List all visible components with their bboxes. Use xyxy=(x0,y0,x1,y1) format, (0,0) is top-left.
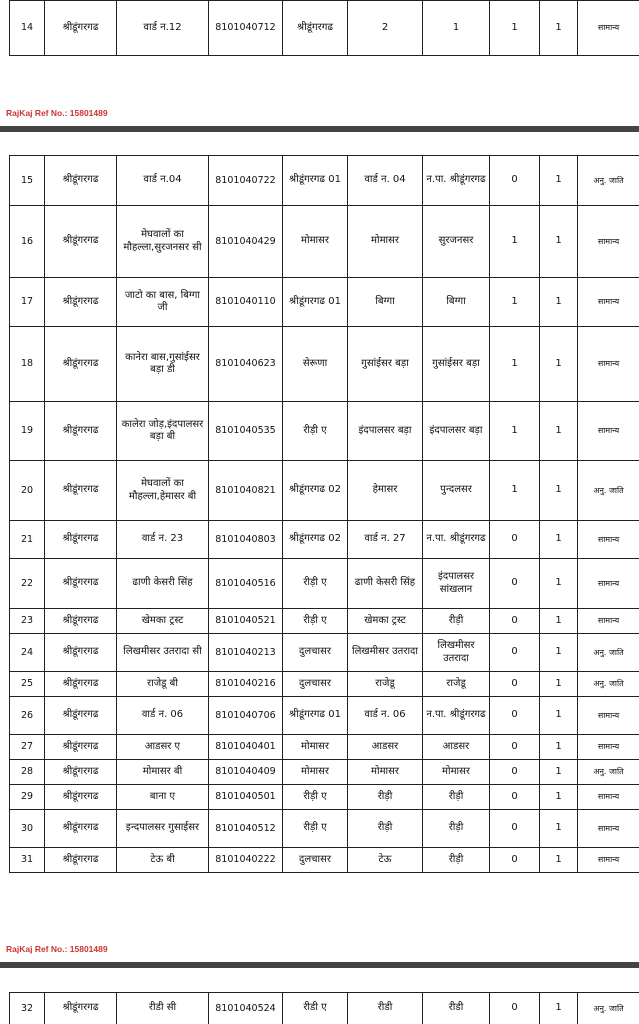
count-a-cell: 0 xyxy=(490,810,540,848)
school-name-cell: लिखमीसर उतरादा सी xyxy=(117,634,209,672)
table-row xyxy=(10,206,639,278)
village-cell: खेमका ट्रस्ट xyxy=(348,609,423,634)
school-code-cell: 8101040535 xyxy=(209,402,283,461)
school-code-cell: 8101040722 xyxy=(209,156,283,206)
count-b-cell: 1 xyxy=(540,848,578,873)
count-a-cell: 0 xyxy=(490,993,540,1024)
panchayat-cell: दुलचासर xyxy=(283,672,348,697)
tehsil-cell: श्रीडूंगरगढ xyxy=(45,848,117,873)
count-b-cell: 1 xyxy=(540,993,578,1024)
count-a-cell: 0 xyxy=(490,760,540,785)
count-b-cell: 1 xyxy=(540,402,578,461)
category-cell: अनु. जाति xyxy=(578,672,639,697)
gram-panchayat-cell: लिखमीसर उतरादा xyxy=(423,634,490,672)
panchayat-cell: श्रीडूंगरगढ xyxy=(283,1,348,56)
school-code-cell: 8101040409 xyxy=(209,760,283,785)
category-cell: सामान्य xyxy=(578,848,639,873)
village-cell: टेऊ xyxy=(348,848,423,873)
category-cell: सामान्य xyxy=(578,521,639,559)
village-cell: गुसांईसर बड़ा xyxy=(348,327,423,402)
table-row xyxy=(10,735,639,760)
tehsil-cell: श्रीडूंगरगढ xyxy=(45,559,117,609)
serial-number-cell: 18 xyxy=(10,327,45,402)
count-b-cell: 1 xyxy=(540,760,578,785)
school-name-cell: इन्दपालसर गुसाईसर xyxy=(117,810,209,848)
count-b-cell: 1 xyxy=(540,327,578,402)
panchayat-cell: रीड़ी ए xyxy=(283,785,348,810)
panchayat-cell: श्रीडूंगरगढ 01 xyxy=(283,697,348,735)
count-a-cell: 0 xyxy=(490,697,540,735)
school-code-cell: 8101040501 xyxy=(209,785,283,810)
serial-number-cell: 22 xyxy=(10,559,45,609)
count-b-cell: 1 xyxy=(540,697,578,735)
serial-number-cell: 15 xyxy=(10,156,45,206)
village-cell: रीड़ी xyxy=(348,785,423,810)
village-cell: वार्ड न. 06 xyxy=(348,697,423,735)
gram-panchayat-cell: न.पा. श्रीडूंगरगढ xyxy=(423,156,490,206)
school-code-cell: 8101040401 xyxy=(209,735,283,760)
school-name-cell: मेघवालों का मौहल्ला,हेमासर बी xyxy=(117,461,209,521)
records-table-bottom xyxy=(9,992,639,1024)
school-name-cell: राजेडू बी xyxy=(117,672,209,697)
school-name-cell: आडसर ए xyxy=(117,735,209,760)
village-cell: 2 xyxy=(348,1,423,56)
school-code-cell: 8101040516 xyxy=(209,559,283,609)
count-b-cell: 1 xyxy=(540,735,578,760)
ref-note: RajKaj Ref No.: 15801489 xyxy=(6,944,108,954)
count-b-cell: 1 xyxy=(540,278,578,327)
count-b-cell: 1 xyxy=(540,672,578,697)
category-cell: सामान्य xyxy=(578,609,639,634)
village-cell: बिग्गा xyxy=(348,278,423,327)
school-name-cell: टेऊ बी xyxy=(117,848,209,873)
tehsil-cell: श्रीडूंगरगढ xyxy=(45,672,117,697)
tehsil-cell: श्रीडूंगरगढ xyxy=(45,206,117,278)
table-row xyxy=(10,156,639,206)
school-name-cell: वार्ड न. 23 xyxy=(117,521,209,559)
count-a-cell: 0 xyxy=(490,785,540,810)
panchayat-cell: रीड़ी ए xyxy=(283,559,348,609)
school-name-cell: वार्ड न.12 xyxy=(117,1,209,56)
count-a-cell: 1 xyxy=(490,461,540,521)
count-b-cell: 1 xyxy=(540,810,578,848)
village-cell: मोमासर xyxy=(348,760,423,785)
table-row xyxy=(10,278,639,327)
village-cell: वार्ड न. 27 xyxy=(348,521,423,559)
panchayat-cell: श्रीडूंगरगढ 02 xyxy=(283,521,348,559)
school-code-cell: 8101040429 xyxy=(209,206,283,278)
count-b-cell: 1 xyxy=(540,156,578,206)
gram-panchayat-cell: सुरजनसर xyxy=(423,206,490,278)
count-a-cell: 0 xyxy=(490,672,540,697)
count-b-cell: 1 xyxy=(540,521,578,559)
gram-panchayat-cell: रीडी xyxy=(423,993,490,1024)
count-a-cell: 1 xyxy=(490,206,540,278)
count-a-cell: 1 xyxy=(490,402,540,461)
village-cell: ढाणी केसरी सिंह xyxy=(348,559,423,609)
table-row xyxy=(10,402,639,461)
count-a-cell: 0 xyxy=(490,735,540,760)
village-cell: राजेडू xyxy=(348,672,423,697)
count-b-cell: 1 xyxy=(540,461,578,521)
tehsil-cell: श्रीडूंगरगढ xyxy=(45,785,117,810)
panchayat-cell: रीड़ी ए xyxy=(283,402,348,461)
table-row xyxy=(10,810,639,848)
tehsil-cell: श्रीडूंगरगढ xyxy=(45,735,117,760)
gram-panchayat-cell: बिग्गा xyxy=(423,278,490,327)
records-table-main xyxy=(9,155,639,873)
ref-note: RajKaj Ref No.: 15801489 xyxy=(6,108,108,118)
school-name-cell: वार्ड न.04 xyxy=(117,156,209,206)
school-code-cell: 8101040623 xyxy=(209,327,283,402)
table-row xyxy=(10,634,639,672)
school-code-cell: 8101040222 xyxy=(209,848,283,873)
serial-number-cell: 30 xyxy=(10,810,45,848)
serial-number-cell: 17 xyxy=(10,278,45,327)
category-cell: अनु. जाति xyxy=(578,461,639,521)
serial-number-cell: 32 xyxy=(10,993,45,1024)
category-cell: अनु. जाति xyxy=(578,634,639,672)
table-row xyxy=(10,672,639,697)
panchayat-cell: श्रीडूंगरगढ 02 xyxy=(283,461,348,521)
gram-panchayat-cell: रीड़ी xyxy=(423,785,490,810)
school-code-cell: 8101040821 xyxy=(209,461,283,521)
panchayat-cell: दुलचासर xyxy=(283,848,348,873)
school-code-cell: 8101040213 xyxy=(209,634,283,672)
count-a-cell: 0 xyxy=(490,559,540,609)
gram-panchayat-cell: रीड़ी xyxy=(423,609,490,634)
table-row xyxy=(10,327,639,402)
village-cell: रीडी xyxy=(348,993,423,1024)
school-name-cell: वार्ड न. 06 xyxy=(117,697,209,735)
village-cell: आडसर xyxy=(348,735,423,760)
gram-panchayat-cell: आडसर xyxy=(423,735,490,760)
tehsil-cell: श्रीडूंगरगढ xyxy=(45,993,117,1024)
panchayat-cell: मोमासर xyxy=(283,206,348,278)
page-divider xyxy=(0,126,639,132)
village-cell: हेमासर xyxy=(348,461,423,521)
category-cell: सामान्य xyxy=(578,559,639,609)
count-b-cell: 1 xyxy=(540,785,578,810)
count-a-cell: 1 xyxy=(490,1,540,56)
tehsil-cell: श्रीडूंगरगढ xyxy=(45,278,117,327)
category-cell: सामान्य xyxy=(578,206,639,278)
tehsil-cell: श्रीडूंगरगढ xyxy=(45,1,117,56)
category-cell: अनु. जाति xyxy=(578,156,639,206)
count-a-cell: 0 xyxy=(490,848,540,873)
category-cell: सामान्य xyxy=(578,1,639,56)
tehsil-cell: श्रीडूंगरगढ xyxy=(45,402,117,461)
serial-number-cell: 25 xyxy=(10,672,45,697)
school-code-cell: 8101040512 xyxy=(209,810,283,848)
serial-number-cell: 23 xyxy=(10,609,45,634)
table-row xyxy=(10,461,639,521)
serial-number-cell: 20 xyxy=(10,461,45,521)
category-cell: सामान्य xyxy=(578,697,639,735)
count-a-cell: 0 xyxy=(490,521,540,559)
category-cell: अनु. जाति xyxy=(578,760,639,785)
gram-panchayat-cell: इंदपालसर सांखलान xyxy=(423,559,490,609)
school-name-cell: बाना ए xyxy=(117,785,209,810)
table-row xyxy=(10,1,639,56)
panchayat-cell: दुलचासर xyxy=(283,634,348,672)
tehsil-cell: श्रीडूंगरगढ xyxy=(45,760,117,785)
gram-panchayat-cell: न.पा. श्रीडूंगरगढ xyxy=(423,521,490,559)
category-cell: अनु. जाति xyxy=(578,993,639,1024)
category-cell: सामान्य xyxy=(578,402,639,461)
school-code-cell: 8101040803 xyxy=(209,521,283,559)
school-name-cell: कानेरा बास,गुसांईसर बड़ा डी xyxy=(117,327,209,402)
gram-panchayat-cell: 1 xyxy=(423,1,490,56)
village-cell: इंदपालसर बड़ा xyxy=(348,402,423,461)
tehsil-cell: श्रीडूंगरगढ xyxy=(45,327,117,402)
village-cell: रीड़ी xyxy=(348,810,423,848)
records-table-top xyxy=(9,0,639,56)
gram-panchayat-cell: मोमासर xyxy=(423,760,490,785)
village-cell: वार्ड न. 04 xyxy=(348,156,423,206)
school-code-cell: 8101040110 xyxy=(209,278,283,327)
school-name-cell: ढाणी केसरी सिंह xyxy=(117,559,209,609)
gram-panchayat-cell: पुन्दलसर xyxy=(423,461,490,521)
tehsil-cell: श्रीडूंगरगढ xyxy=(45,156,117,206)
tehsil-cell: श्रीडूंगरगढ xyxy=(45,634,117,672)
count-a-cell: 1 xyxy=(490,278,540,327)
serial-number-cell: 19 xyxy=(10,402,45,461)
serial-number-cell: 16 xyxy=(10,206,45,278)
school-name-cell: मेघवालों का मौहल्ला,सुरजनसर सी xyxy=(117,206,209,278)
school-code-cell: 8101040524 xyxy=(209,993,283,1024)
serial-number-cell: 26 xyxy=(10,697,45,735)
serial-number-cell: 27 xyxy=(10,735,45,760)
village-cell: लिखमीसर उतरादा xyxy=(348,634,423,672)
school-code-cell: 8101040216 xyxy=(209,672,283,697)
category-cell: सामान्य xyxy=(578,735,639,760)
table-row xyxy=(10,697,639,735)
panchayat-cell: रीड़ी ए xyxy=(283,810,348,848)
table-row xyxy=(10,760,639,785)
school-code-cell: 8101040712 xyxy=(209,1,283,56)
school-name-cell: रीडी सी xyxy=(117,993,209,1024)
gram-panchayat-cell: रीड़ी xyxy=(423,848,490,873)
category-cell: सामान्य xyxy=(578,278,639,327)
serial-number-cell: 28 xyxy=(10,760,45,785)
category-cell: सामान्य xyxy=(578,327,639,402)
count-a-cell: 0 xyxy=(490,156,540,206)
panchayat-cell: रीडी ए xyxy=(283,993,348,1024)
panchayat-cell: मोमासर xyxy=(283,760,348,785)
count-b-cell: 1 xyxy=(540,609,578,634)
serial-number-cell: 24 xyxy=(10,634,45,672)
table-row xyxy=(10,609,639,634)
school-name-cell: जाटो का बास, बिग्गा जी xyxy=(117,278,209,327)
table-row xyxy=(10,848,639,873)
tehsil-cell: श्रीडूंगरगढ xyxy=(45,810,117,848)
count-a-cell: 1 xyxy=(490,327,540,402)
count-b-cell: 1 xyxy=(540,206,578,278)
serial-number-cell: 31 xyxy=(10,848,45,873)
panchayat-cell: श्रीडूंगरगढ 01 xyxy=(283,278,348,327)
school-code-cell: 8101040521 xyxy=(209,609,283,634)
gram-panchayat-cell: न.पा. श्रीडूंगरगढ xyxy=(423,697,490,735)
table-row xyxy=(10,559,639,609)
panchayat-cell: सेरूणा xyxy=(283,327,348,402)
tehsil-cell: श्रीडूंगरगढ xyxy=(45,609,117,634)
count-b-cell: 1 xyxy=(540,559,578,609)
gram-panchayat-cell: गुसांईसर बड़ा xyxy=(423,327,490,402)
gram-panchayat-cell: इंदपालसर बड़ा xyxy=(423,402,490,461)
table-row xyxy=(10,785,639,810)
category-cell: सामान्य xyxy=(578,810,639,848)
tehsil-cell: श्रीडूंगरगढ xyxy=(45,521,117,559)
count-b-cell: 1 xyxy=(540,634,578,672)
count-b-cell: 1 xyxy=(540,1,578,56)
gram-panchayat-cell: राजेडू xyxy=(423,672,490,697)
school-name-cell: मोमासर बी xyxy=(117,760,209,785)
school-code-cell: 8101040706 xyxy=(209,697,283,735)
count-a-cell: 0 xyxy=(490,634,540,672)
count-a-cell: 0 xyxy=(490,609,540,634)
panchayat-cell: मोमासर xyxy=(283,735,348,760)
serial-number-cell: 21 xyxy=(10,521,45,559)
panchayat-cell: श्रीडूंगरगढ 01 xyxy=(283,156,348,206)
serial-number-cell: 29 xyxy=(10,785,45,810)
tehsil-cell: श्रीडूंगरगढ xyxy=(45,697,117,735)
category-cell: सामान्य xyxy=(578,785,639,810)
gram-panchayat-cell: रीड़ी xyxy=(423,810,490,848)
school-name-cell: खेमका ट्रस्ट xyxy=(117,609,209,634)
page-divider xyxy=(0,962,639,968)
table-row xyxy=(10,993,639,1024)
school-name-cell: कालेरा जोड़,इंदपालसर बड़ा बी xyxy=(117,402,209,461)
village-cell: मोमासर xyxy=(348,206,423,278)
table-row xyxy=(10,521,639,559)
serial-number-cell: 14 xyxy=(10,1,45,56)
tehsil-cell: श्रीडूंगरगढ xyxy=(45,461,117,521)
panchayat-cell: रीड़ी ए xyxy=(283,609,348,634)
